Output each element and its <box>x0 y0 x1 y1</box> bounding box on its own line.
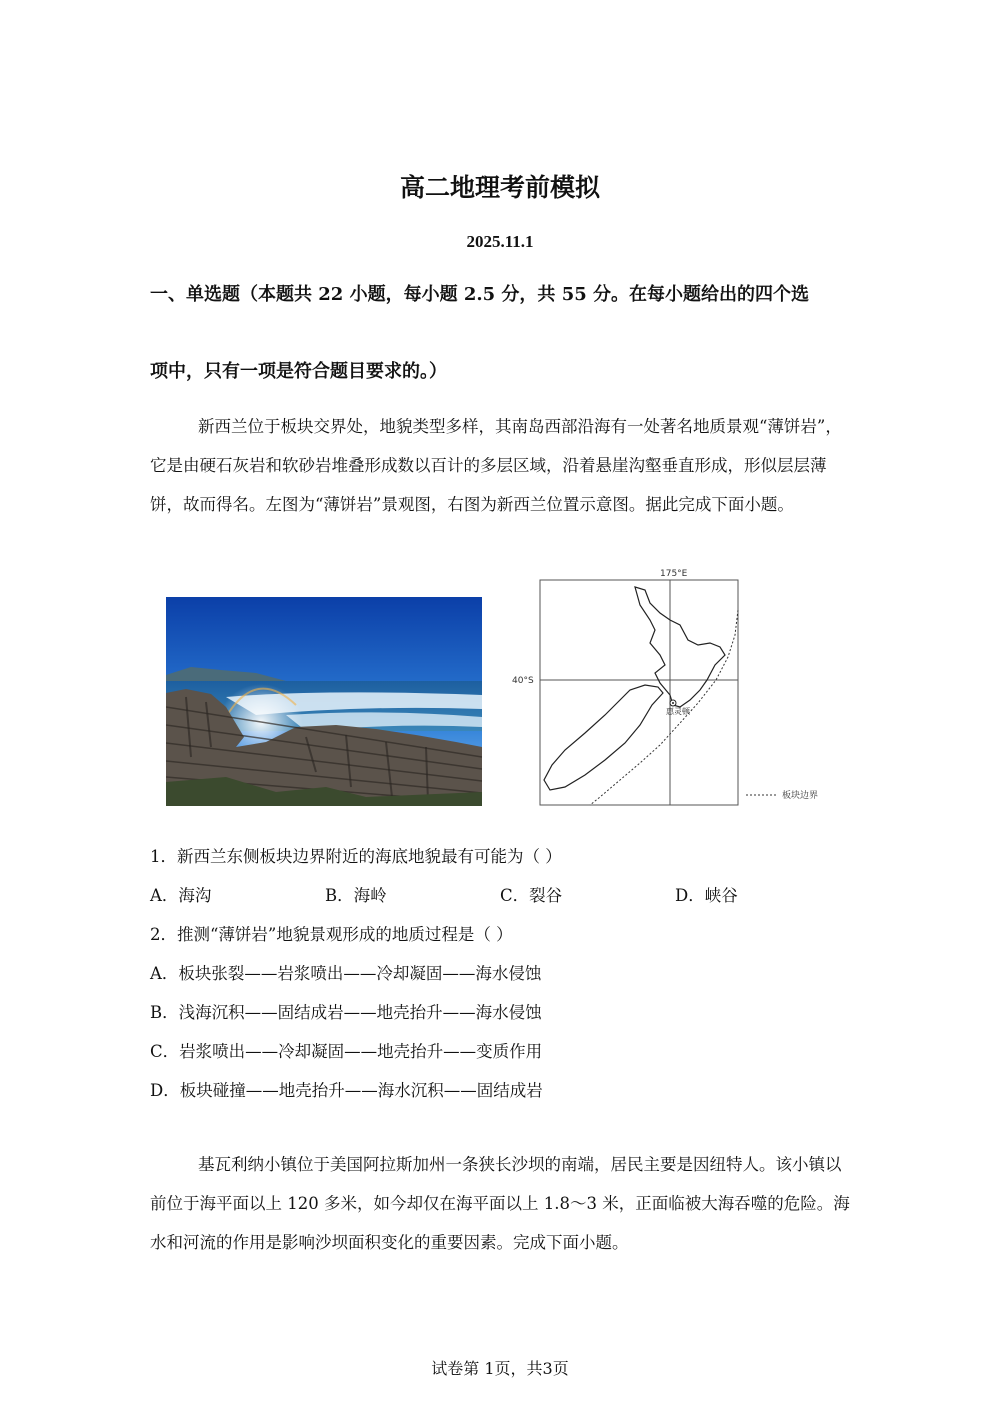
south-island-outline <box>544 685 663 790</box>
question-1-option-c: C．裂谷 <box>500 886 563 905</box>
question-1-option-b: B．海岭 <box>325 886 387 905</box>
page-footer: 试卷第 1页，共3页 <box>431 1359 569 1378</box>
question-2-option-a: A．板块张裂——岩浆喷出——冷却凝固——海水侵蚀 <box>150 964 542 983</box>
map-frame <box>540 580 738 805</box>
section-heading-line1: 一、单选题（本题共 22 小题，每小题 2.5 分，共 55 分。在每小题给出的四个选 <box>150 284 810 305</box>
pancake-rocks-photo <box>166 597 482 806</box>
new-zealand-location-map <box>510 565 840 810</box>
question-2-option-d: D．板块碰撞——地壳抬升——海水沉积——固结成岩 <box>150 1081 543 1100</box>
passage-2: 基瓦利纳小镇位于美国阿拉斯加州一条狭长沙坝的南端，居民主要是因纽特人。该小镇以前位于海平面以上 120 多米，如今却仅在海平面以上 1.8～3 米，正面临被大海吞噬的危险。海水和河流的作用是影响沙坝面积变化的重要因素。完成下面小题。 <box>150 1155 850 1252</box>
section-heading-line2: 项中，只有一项是符合题目要求的。） <box>150 361 447 382</box>
passage-1: 新西兰位于板块交界处，地貌类型多样，其南岛西部沿海有一处著名地质景观“薄饼岩”，它是由硬石灰岩和软砂岩堆叠形成数以百计的多层区域，沿着悬崖沟壑垂直形成，形似层层薄饼，故而得名。左图为“薄饼岩”景观图，右图为新西兰位置示意图。据此完成下面小题。 <box>150 417 842 514</box>
question-2-option-b: B．浅海沉积——固结成岩——地壳抬升——海水侵蚀 <box>150 1003 542 1022</box>
exam-date: 2025.11.1 <box>466 232 534 251</box>
wellington-label: 惠灵顿 <box>666 707 690 716</box>
question-1-stem: 1．新西兰东侧板块边界附近的海底地貌最有可能为（ ） <box>150 847 562 866</box>
page-title: 高二地理考前模拟 <box>399 173 600 202</box>
legend-label: 板块边界 <box>782 791 819 801</box>
question-1-option-d: D．峡谷 <box>675 886 738 905</box>
question-1-option-a: A．海沟 <box>150 886 212 905</box>
question-2-option-c: C．岩浆喷出——冷却凝固——地壳抬升——变质作用 <box>150 1042 543 1061</box>
north-island-outline <box>635 587 725 707</box>
question-2-stem: 2．推测“薄饼岩”地貌景观形成的地质过程是（ ） <box>150 925 513 944</box>
longitude-label: 175°E <box>660 569 688 579</box>
latitude-label: 40°S <box>512 676 534 686</box>
